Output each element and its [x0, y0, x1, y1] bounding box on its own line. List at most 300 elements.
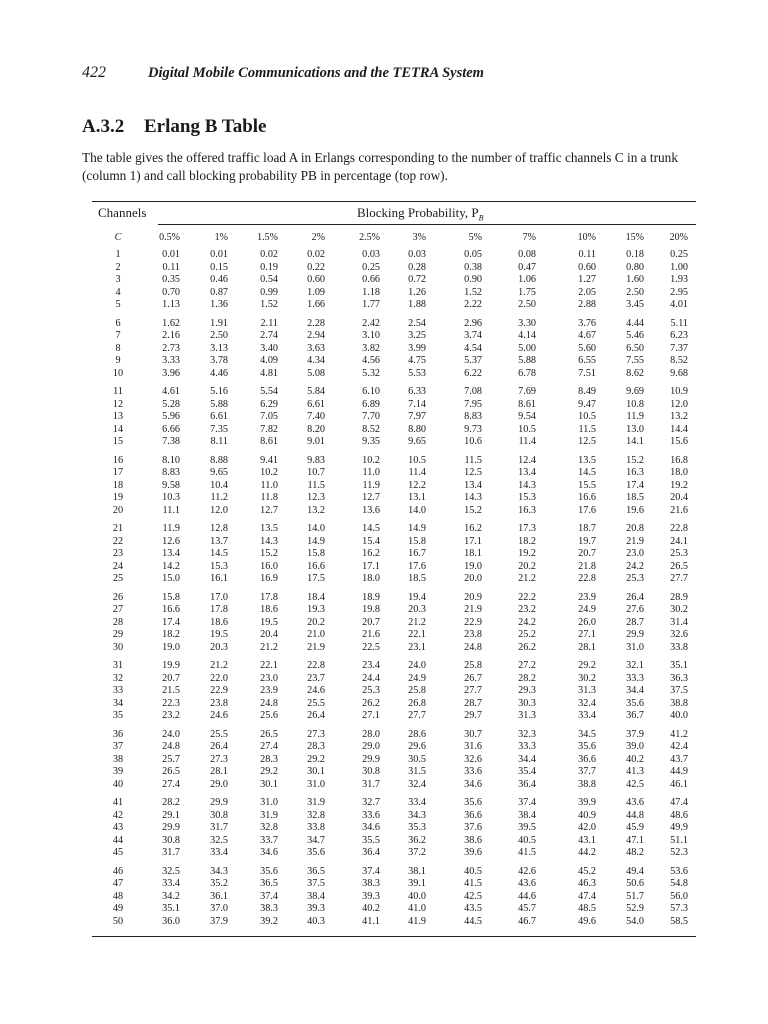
traffic-value-cell: 3.74 [464, 330, 482, 341]
traffic-value-cell: 28.2 [518, 672, 536, 684]
traffic-value-cell: 3.78 [210, 355, 228, 366]
traffic-value-cell: 57.3 [670, 903, 688, 914]
traffic-value-cell: 28.6 [408, 728, 426, 740]
table-row [92, 822, 696, 835]
traffic-value-cell: 10.4 [210, 479, 228, 491]
traffic-value-cell: 16.8 [670, 454, 688, 466]
traffic-value-cell: 58.5 [670, 915, 688, 927]
traffic-value-cell: 46.7 [518, 915, 536, 927]
traffic-value-cell: 27.3 [307, 728, 325, 740]
traffic-value-cell: 17.0 [210, 591, 228, 603]
table-row [92, 860, 696, 879]
traffic-value-cell: 14.2 [162, 560, 180, 572]
bottom-rule [92, 936, 696, 937]
table-row [92, 449, 696, 468]
table-body [92, 249, 696, 928]
traffic-value-cell: 11.5 [464, 454, 482, 466]
traffic-value-cell: 47.4 [670, 797, 688, 808]
traffic-value-cell: 31.0 [260, 797, 278, 808]
channel-count-cell: 27 [112, 604, 124, 615]
traffic-value-cell: 32.6 [670, 629, 688, 640]
channel-count-cell: 24 [112, 560, 124, 572]
traffic-value-cell: 21.6 [362, 629, 380, 640]
traffic-value-cell: 19.5 [210, 629, 228, 640]
traffic-value-cell: 24.8 [260, 697, 278, 709]
section-heading [82, 116, 267, 138]
traffic-value-cell: 41.3 [626, 766, 644, 777]
traffic-value-cell: 39.3 [362, 890, 380, 902]
traffic-value-cell: 8.88 [210, 454, 228, 466]
traffic-value-cell: 14.4 [670, 423, 688, 435]
traffic-value-cell: 17.4 [626, 479, 644, 491]
traffic-value-cell: 31.3 [518, 710, 536, 721]
traffic-value-cell: 41.5 [464, 878, 482, 889]
channel-count-cell: 29 [112, 629, 124, 640]
traffic-value-cell: 37.5 [307, 878, 325, 889]
traffic-value-cell: 36.5 [260, 878, 278, 889]
traffic-value-cell: 24.4 [362, 672, 380, 684]
traffic-value-cell: 32.1 [626, 660, 644, 671]
traffic-value-cell: 26.5 [162, 766, 180, 777]
table-row [92, 355, 696, 368]
traffic-value-cell: 5.84 [307, 386, 325, 397]
traffic-value-cell: 4.44 [626, 317, 644, 329]
traffic-value-cell: 28.9 [670, 591, 688, 603]
channel-count-cell: 4 [115, 286, 121, 298]
traffic-value-cell: 14.1 [626, 436, 644, 447]
traffic-value-cell: 4.34 [307, 355, 325, 366]
traffic-value-cell: 18.2 [162, 629, 180, 640]
traffic-value-cell: 5.88 [518, 355, 536, 366]
traffic-value-cell: 31.7 [162, 847, 180, 858]
column-header: 7% [522, 231, 536, 243]
traffic-value-cell: 42.6 [518, 865, 536, 877]
traffic-value-cell: 22.8 [578, 573, 596, 584]
traffic-value-cell: 2.28 [307, 317, 325, 329]
traffic-value-cell: 26.4 [307, 710, 325, 721]
table-row [92, 779, 696, 792]
traffic-value-cell: 34.4 [518, 753, 536, 765]
traffic-value-cell: 22.9 [210, 685, 228, 696]
channel-count-cell: 33 [112, 685, 124, 696]
traffic-value-cell: 24.0 [162, 728, 180, 740]
table-row [92, 617, 696, 630]
column-header-c: C [114, 231, 122, 243]
traffic-value-cell: 52.9 [626, 903, 644, 914]
traffic-value-cell: 16.3 [626, 467, 644, 478]
traffic-value-cell: 6.50 [626, 342, 644, 354]
traffic-value-cell: 15.5 [578, 479, 596, 491]
table-row [92, 766, 696, 779]
traffic-value-cell: 16.1 [210, 573, 228, 584]
traffic-value-cell: 12.4 [518, 454, 536, 466]
traffic-value-cell: 29.9 [162, 822, 180, 833]
traffic-value-cell: 50.6 [626, 878, 644, 889]
traffic-value-cell: 0.22 [307, 261, 325, 273]
section-title: Erlang B Table [144, 116, 267, 137]
traffic-value-cell: 15.8 [162, 591, 180, 603]
traffic-value-cell: 48.2 [626, 847, 644, 858]
column-header-row [92, 225, 696, 249]
traffic-value-cell: 20.2 [518, 560, 536, 572]
channel-count-cell: 39 [112, 766, 124, 777]
traffic-value-cell: 33.8 [307, 822, 325, 833]
traffic-value-cell: 28.2 [162, 797, 180, 808]
traffic-value-cell: 7.35 [210, 423, 228, 435]
traffic-value-cell: 1.06 [518, 274, 536, 285]
channel-count-cell: 11 [113, 386, 123, 397]
traffic-value-cell: 22.3 [162, 697, 180, 709]
traffic-value-cell: 6.78 [518, 367, 536, 379]
traffic-value-cell: 27.1 [578, 629, 596, 640]
traffic-value-cell: 37.7 [578, 766, 596, 777]
traffic-value-cell: 22.1 [408, 629, 426, 640]
table-row [92, 654, 696, 673]
section-number: A.3.2 [82, 116, 125, 137]
table-row [92, 903, 696, 916]
traffic-value-cell: 49.6 [578, 915, 596, 927]
traffic-value-cell: 38.4 [307, 890, 325, 902]
traffic-value-cell: 21.9 [464, 604, 482, 615]
traffic-value-cell: 10.2 [260, 467, 278, 478]
traffic-value-cell: 53.6 [670, 865, 688, 877]
traffic-value-cell: 0.38 [464, 261, 482, 273]
traffic-value-cell: 23.8 [210, 697, 228, 709]
table-row [92, 262, 696, 275]
traffic-value-cell: 25.8 [464, 660, 482, 671]
traffic-value-cell: 11.4 [408, 467, 426, 478]
channel-count-cell: 7 [115, 330, 121, 341]
table-row [92, 698, 696, 711]
traffic-value-cell: 48.5 [578, 903, 596, 914]
traffic-value-cell: 38.1 [408, 865, 426, 877]
traffic-value-cell: 14.9 [307, 535, 325, 547]
page-number: 422 [82, 64, 106, 81]
traffic-value-cell: 20.7 [578, 548, 596, 559]
running-header [82, 64, 682, 86]
traffic-value-cell: 34.4 [626, 685, 644, 696]
traffic-value-cell: 37.6 [464, 822, 482, 833]
traffic-value-cell: 6.10 [362, 386, 380, 397]
channel-count-cell: 49 [112, 903, 124, 914]
traffic-value-cell: 27.6 [626, 604, 644, 615]
traffic-value-cell: 8.52 [362, 423, 380, 435]
traffic-value-cell: 1.36 [210, 299, 228, 310]
traffic-value-cell: 19.0 [464, 560, 482, 572]
traffic-value-cell: 4.14 [518, 330, 536, 341]
column-header: 1% [214, 231, 228, 243]
traffic-value-cell: 14.9 [408, 523, 426, 534]
traffic-value-cell: 30.1 [307, 766, 325, 777]
traffic-value-cell: 4.75 [408, 355, 426, 366]
traffic-value-cell: 42.5 [464, 890, 482, 902]
traffic-value-cell: 22.2 [518, 591, 536, 603]
traffic-value-cell: 29.2 [307, 753, 325, 765]
traffic-value-cell: 39.3 [307, 903, 325, 914]
traffic-value-cell: 26.2 [518, 641, 536, 653]
traffic-value-cell: 16.0 [260, 560, 278, 572]
traffic-value-cell: 32.4 [408, 778, 426, 790]
traffic-value-cell: 0.08 [518, 249, 536, 260]
traffic-value-cell: 38.4 [518, 809, 536, 821]
traffic-value-cell: 36.1 [210, 890, 228, 902]
traffic-value-cell: 25.3 [670, 548, 688, 559]
traffic-value-cell: 33.6 [362, 809, 380, 821]
channel-count-cell: 38 [112, 753, 124, 765]
traffic-value-cell: 41.9 [408, 915, 426, 927]
traffic-value-cell: 25.5 [210, 728, 228, 740]
traffic-value-cell: 21.9 [307, 641, 325, 653]
traffic-value-cell: 2.50 [626, 286, 644, 298]
traffic-value-cell: 13.5 [578, 454, 596, 466]
traffic-value-cell: 34.3 [408, 809, 426, 821]
traffic-value-cell: 40.2 [626, 753, 644, 765]
traffic-value-cell: 37.2 [408, 847, 426, 858]
traffic-value-cell: 27.7 [464, 685, 482, 696]
traffic-value-cell: 44.9 [670, 766, 688, 777]
traffic-value-cell: 0.15 [210, 261, 228, 273]
traffic-value-cell: 30.8 [210, 809, 228, 821]
traffic-value-cell: 23.2 [518, 604, 536, 615]
channel-count-cell: 26 [112, 591, 124, 603]
traffic-value-cell: 30.5 [408, 753, 426, 765]
traffic-value-cell: 40.3 [307, 915, 325, 927]
traffic-value-cell: 25.7 [162, 753, 180, 765]
table-row [92, 380, 696, 399]
traffic-value-cell: 9.65 [210, 467, 228, 478]
table-row [92, 299, 696, 312]
traffic-value-cell: 36.7 [626, 710, 644, 721]
traffic-value-cell: 27.4 [162, 778, 180, 790]
traffic-value-cell: 29.9 [210, 797, 228, 808]
traffic-value-cell: 37.5 [670, 685, 688, 696]
traffic-value-cell: 15.8 [307, 548, 325, 559]
traffic-value-cell: 9.58 [162, 479, 180, 491]
traffic-value-cell: 0.02 [260, 249, 278, 260]
traffic-value-cell: 27.2 [518, 660, 536, 671]
channel-count-cell: 23 [112, 548, 124, 559]
traffic-value-cell: 8.80 [408, 423, 426, 435]
traffic-value-cell: 24.0 [408, 660, 426, 671]
traffic-value-cell: 40.9 [578, 809, 596, 821]
channel-count-cell: 45 [112, 847, 124, 858]
traffic-value-cell: 13.5 [260, 523, 278, 534]
traffic-value-cell: 27.7 [670, 573, 688, 584]
traffic-value-cell: 25.8 [408, 685, 426, 696]
traffic-value-cell: 18.9 [362, 591, 380, 603]
traffic-value-cell: 37.9 [210, 915, 228, 927]
traffic-value-cell: 35.3 [408, 822, 426, 833]
traffic-value-cell: 21.2 [408, 616, 426, 628]
traffic-value-cell: 35.6 [578, 741, 596, 752]
traffic-value-cell: 38.6 [464, 834, 482, 846]
traffic-value-cell: 28.7 [464, 697, 482, 709]
channel-count-cell: 36 [112, 728, 124, 740]
table-row [92, 754, 696, 767]
traffic-value-cell: 30.2 [670, 604, 688, 615]
traffic-value-cell: 35.4 [518, 766, 536, 777]
traffic-value-cell: 43.6 [518, 878, 536, 889]
traffic-value-cell: 0.28 [408, 261, 426, 273]
traffic-value-cell: 1.18 [362, 286, 380, 298]
traffic-value-cell: 40.0 [670, 710, 688, 721]
traffic-value-cell: 42.4 [670, 741, 688, 752]
channel-count-cell: 40 [112, 778, 124, 790]
traffic-value-cell: 34.3 [210, 865, 228, 877]
traffic-value-cell: 54.0 [626, 915, 644, 927]
table-row [92, 741, 696, 754]
traffic-value-cell: 37.4 [518, 797, 536, 808]
traffic-value-cell: 39.1 [408, 878, 426, 889]
channel-count-cell: 31 [112, 660, 124, 671]
traffic-value-cell: 5.46 [626, 330, 644, 341]
traffic-value-cell: 3.96 [162, 367, 180, 379]
traffic-value-cell: 21.6 [670, 504, 688, 516]
traffic-value-cell: 26.0 [578, 616, 596, 628]
traffic-value-cell: 24.9 [578, 604, 596, 615]
traffic-value-cell: 20.7 [162, 672, 180, 684]
table-row [92, 629, 696, 642]
column-header: 15% [625, 231, 644, 243]
traffic-value-cell: 45.7 [518, 903, 536, 914]
traffic-value-cell: 25.3 [626, 573, 644, 584]
traffic-value-cell: 37.9 [626, 728, 644, 740]
traffic-value-cell: 28.3 [307, 741, 325, 752]
traffic-value-cell: 13.6 [362, 504, 380, 516]
table-row [92, 878, 696, 891]
traffic-value-cell: 41.5 [518, 847, 536, 858]
traffic-value-cell: 33.4 [578, 710, 596, 721]
traffic-value-cell: 9.47 [578, 398, 596, 410]
traffic-value-cell: 32.6 [464, 753, 482, 765]
traffic-value-cell: 20.9 [464, 591, 482, 603]
traffic-value-cell: 4.67 [578, 330, 596, 341]
traffic-value-cell: 19.9 [162, 660, 180, 671]
traffic-value-cell: 1.00 [670, 261, 688, 273]
traffic-value-cell: 36.4 [362, 847, 380, 858]
traffic-value-cell: 24.2 [518, 616, 536, 628]
traffic-value-cell: 10.8 [626, 398, 644, 410]
traffic-value-cell: 19.5 [260, 616, 278, 628]
table-row [92, 517, 696, 536]
traffic-value-cell: 7.51 [578, 367, 596, 379]
traffic-value-cell: 5.60 [578, 342, 596, 354]
traffic-value-cell: 15.8 [408, 535, 426, 547]
traffic-value-cell: 9.68 [670, 367, 688, 379]
traffic-value-cell: 27.7 [408, 710, 426, 721]
traffic-value-cell: 2.95 [670, 286, 688, 298]
traffic-value-cell: 2.50 [210, 330, 228, 341]
traffic-value-cell: 9.83 [307, 454, 325, 466]
traffic-value-cell: 0.01 [162, 249, 180, 260]
traffic-value-cell: 23.7 [307, 672, 325, 684]
traffic-value-cell: 0.46 [210, 274, 228, 285]
traffic-value-cell: 30.8 [362, 766, 380, 777]
traffic-value-cell: 0.90 [464, 274, 482, 285]
traffic-value-cell: 38.8 [578, 778, 596, 790]
traffic-value-cell: 8.83 [162, 467, 180, 478]
blocking-probability-subscript: B [478, 213, 484, 223]
traffic-value-cell: 44.6 [518, 890, 536, 902]
channel-count-cell: 42 [112, 809, 124, 821]
traffic-value-cell: 33.4 [210, 847, 228, 858]
traffic-value-cell: 2.94 [307, 330, 325, 341]
traffic-value-cell: 8.83 [464, 411, 482, 422]
traffic-value-cell: 0.11 [162, 261, 180, 273]
table-row [92, 274, 696, 287]
traffic-value-cell: 35.5 [362, 834, 380, 846]
traffic-value-cell: 45.9 [626, 822, 644, 833]
traffic-value-cell: 2.16 [162, 330, 180, 341]
traffic-value-cell: 9.54 [518, 411, 536, 422]
channel-count-cell: 43 [112, 822, 124, 833]
traffic-value-cell: 8.52 [670, 355, 688, 366]
traffic-value-cell: 12.5 [578, 436, 596, 447]
column-header: 1.5% [257, 231, 278, 243]
traffic-value-cell: 20.4 [670, 492, 688, 503]
traffic-value-cell: 47.4 [578, 890, 596, 902]
traffic-value-cell: 13.2 [670, 411, 688, 422]
traffic-value-cell: 18.1 [464, 548, 482, 559]
traffic-value-cell: 20.7 [362, 616, 380, 628]
traffic-value-cell: 1.62 [162, 317, 180, 329]
traffic-value-cell: 9.01 [307, 436, 325, 447]
traffic-value-cell: 12.7 [362, 492, 380, 503]
traffic-value-cell: 19.2 [518, 548, 536, 559]
traffic-value-cell: 13.1 [408, 492, 426, 503]
traffic-value-cell: 12.0 [210, 504, 228, 516]
traffic-value-cell: 2.50 [518, 299, 536, 310]
traffic-value-cell: 7.95 [464, 398, 482, 410]
traffic-value-cell: 18.0 [362, 573, 380, 584]
traffic-value-cell: 9.73 [464, 423, 482, 435]
traffic-value-cell: 29.2 [578, 660, 596, 671]
traffic-value-cell: 6.61 [307, 398, 325, 410]
table-row [92, 436, 696, 449]
running-title: Digital Mobile Communications and the TETRA System [148, 65, 484, 81]
traffic-value-cell: 15.0 [162, 573, 180, 584]
channel-count-cell: 18 [112, 479, 124, 491]
channel-count-cell: 8 [115, 342, 121, 354]
traffic-value-cell: 26.4 [210, 741, 228, 752]
traffic-value-cell: 15.6 [670, 436, 688, 447]
traffic-value-cell: 29.6 [408, 741, 426, 752]
traffic-value-cell: 0.11 [578, 249, 596, 260]
traffic-value-cell: 11.9 [362, 479, 380, 491]
table-row [92, 586, 696, 605]
traffic-value-cell: 24.8 [464, 641, 482, 653]
traffic-value-cell: 1.09 [307, 286, 325, 298]
traffic-value-cell: 47.1 [626, 834, 644, 846]
traffic-value-cell: 21.2 [518, 573, 536, 584]
traffic-value-cell: 36.5 [307, 865, 325, 877]
traffic-value-cell: 0.54 [260, 274, 278, 285]
traffic-value-cell: 1.13 [162, 299, 180, 310]
traffic-value-cell: 43.7 [670, 753, 688, 765]
traffic-value-cell: 23.2 [162, 710, 180, 721]
traffic-value-cell: 2.05 [578, 286, 596, 298]
traffic-value-cell: 5.88 [210, 398, 228, 410]
traffic-value-cell: 14.0 [307, 523, 325, 534]
table-row [92, 673, 696, 686]
traffic-value-cell: 35.6 [260, 865, 278, 877]
traffic-value-cell: 33.6 [464, 766, 482, 777]
traffic-value-cell: 37.4 [260, 890, 278, 902]
traffic-value-cell: 31.6 [464, 741, 482, 752]
traffic-value-cell: 12.6 [162, 535, 180, 547]
channel-count-cell: 14 [112, 423, 124, 435]
traffic-value-cell: 29.1 [162, 809, 180, 821]
